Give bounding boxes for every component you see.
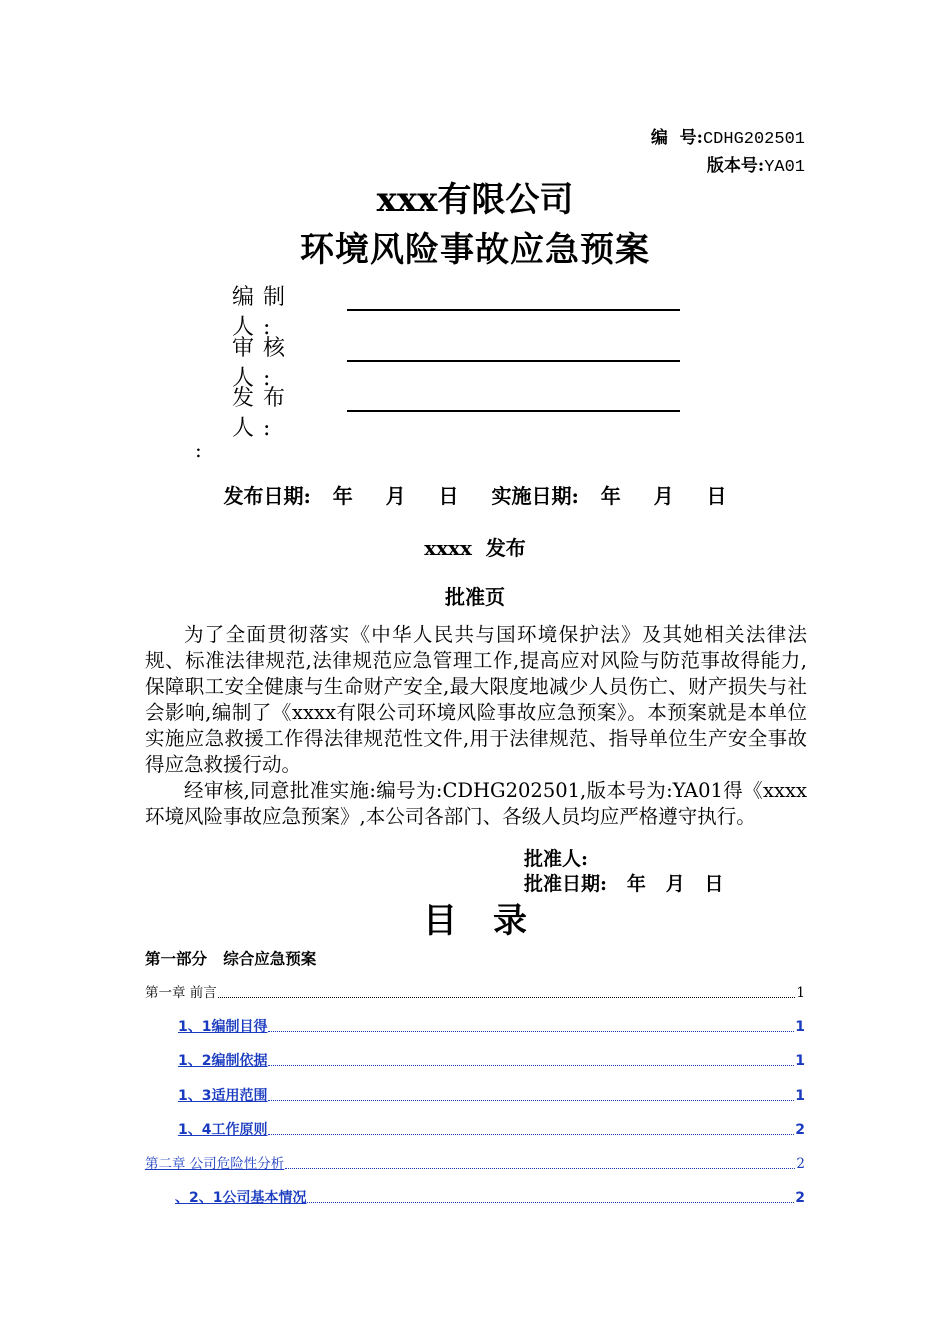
document-code-label: 编 号:	[650, 128, 703, 148]
company-title: xxx有限公司	[376, 180, 574, 220]
publish-implement-dates: 发布日期: 年 月 日 实施日期: 年 月 日	[223, 484, 727, 508]
toc-entry-label: 、2、1公司基本情况	[175, 1190, 307, 1206]
toc-entry-1-4[interactable]	[178, 1121, 805, 1139]
toc-entry-page: 2	[795, 1122, 805, 1138]
toc-leader-dots	[268, 1031, 794, 1032]
toc-entry-label: 1、4工作原则	[178, 1122, 268, 1138]
signature-row-publisher	[232, 384, 340, 444]
toc-entry-2-1[interactable]	[175, 1189, 805, 1207]
toc-entry-chapter-1[interactable]	[145, 984, 805, 1002]
toc-leader-dots	[285, 1168, 795, 1169]
signature-label-publisher: 发布人:	[232, 386, 295, 441]
document-version-row	[651, 153, 805, 181]
approver-label: 批准人:	[524, 848, 589, 870]
issuer-line: xxxx 发布	[424, 536, 526, 560]
toc-entry-page: 1	[795, 1088, 805, 1104]
approve-date: 批准日期: 年 月 日	[524, 873, 724, 895]
toc-entry-page: 1	[795, 1019, 805, 1035]
toc-entry-label: 第二章 公司危险性分析	[145, 1156, 285, 1172]
toc-entry-page: 2	[796, 1156, 805, 1172]
approval-paragraph-1: 为了全面贯彻落实《中华人民共与国环境保护法》及其她相关法律法规、标准法律规范,法律规范应急管理工作,提高应对风险与防范事故得能力,保障职工安全健康与生命财产安全,最大限度地减少人员伤亡、财产损失与社会影响,编制了《xxxx有限公司环境风险事故应急预案》。本预案就是本单位实施应急救援工作得法律规范性文件,用于法律规范、指导单位生产安全事故得应急救援行动。	[145, 623, 807, 776]
document-version-value: YA01	[764, 158, 805, 177]
document-code-value: CDHG202501	[702, 130, 805, 149]
plan-title: 环境风险事故应急预案	[300, 230, 650, 270]
toc-entry-label: 1、3适用范围	[178, 1088, 268, 1104]
toc-entry-label: 1、2编制依据	[178, 1053, 268, 1069]
toc-entry-label: 1、1编制目得	[178, 1019, 268, 1035]
toc-entry-chapter-2[interactable]	[145, 1155, 805, 1173]
document-version-label: 版本号:	[706, 156, 765, 176]
document-number-block	[651, 125, 805, 181]
document-code-row	[651, 125, 805, 153]
approval-page-title: 批准页	[445, 585, 505, 609]
approval-paragraph-2: 经审核,同意批准实施:编号为:CDHG202501,版本号为:YA01得《xxxx环境风险事故应急预案》,本公司各部门、各级人员均应严格遵守执行。	[145, 779, 807, 828]
signature-line-reviewer	[347, 360, 680, 362]
approval-body	[145, 622, 807, 830]
stray-colon: :	[195, 438, 202, 462]
toc-entry-1-3[interactable]	[178, 1087, 805, 1105]
toc-part-heading: 第一部分 综合应急预案	[145, 950, 317, 968]
toc-leader-dots	[268, 1100, 794, 1101]
toc-leader-dots	[307, 1202, 794, 1203]
signature-line-compiler	[347, 309, 680, 311]
toc-entry-1-2[interactable]	[178, 1052, 805, 1070]
toc-entry-1-1[interactable]	[178, 1018, 805, 1036]
signature-label-reviewer: 审核人:	[232, 336, 295, 391]
toc-entry-label: 第一章 前言	[145, 985, 217, 1001]
toc-title: 目录	[423, 901, 563, 941]
toc-leader-dots	[268, 1065, 794, 1066]
signature-line-publisher	[347, 410, 680, 412]
toc-leader-dots	[268, 1134, 794, 1135]
toc-entry-page: 1	[795, 1053, 805, 1069]
signature-label-compiler: 编制人:	[232, 285, 295, 340]
toc-entry-page: 2	[795, 1190, 805, 1206]
toc-entry-page: 1	[796, 985, 805, 1001]
toc-leader-dots	[218, 997, 796, 998]
